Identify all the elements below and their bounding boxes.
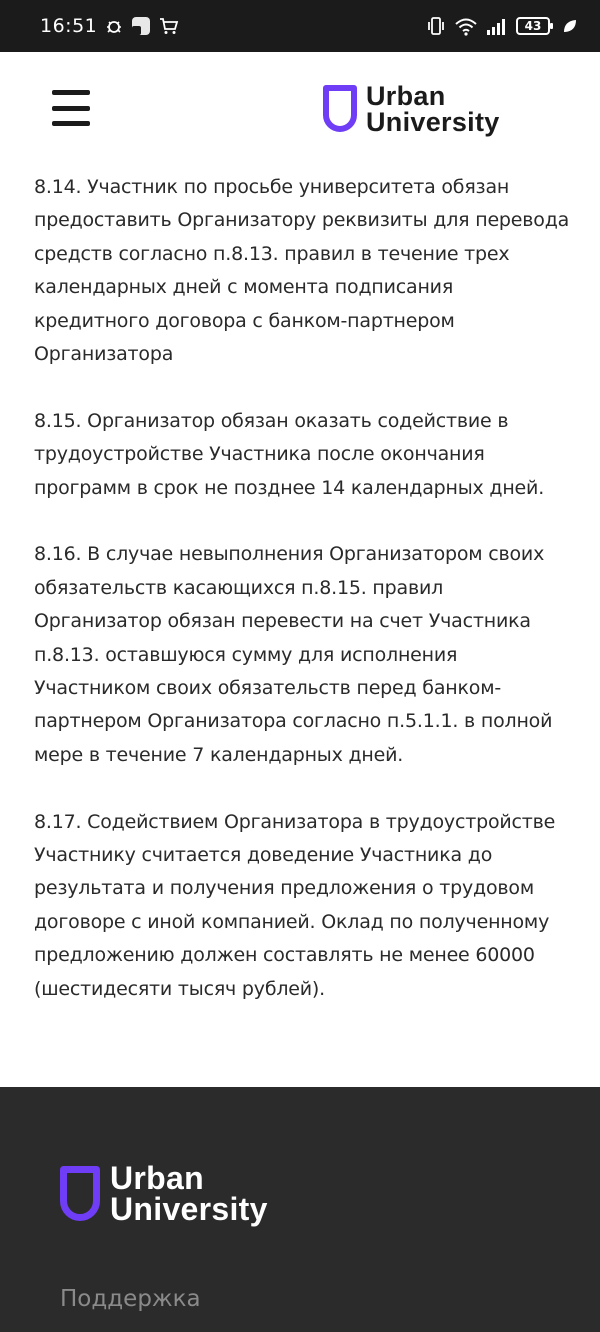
cart-icon bbox=[159, 17, 179, 35]
paragraph-8-17: 8.17. Содействием Организатора в трудоустройстве Участнику считается доведение Участника до результата и получения предложения о трудовом договоре с иной компанией. Оклад по полученному предложению должен составлять не менее 60000 (шестидесяти тысяч рублей). bbox=[34, 810, 556, 1000]
support-link[interactable]: Поддержка bbox=[60, 1286, 201, 1312]
status-bar bbox=[0, 0, 600, 52]
footer-logo-line-1: Urban bbox=[110, 1160, 204, 1196]
signal-icon bbox=[486, 17, 508, 35]
site-logo[interactable] bbox=[323, 83, 500, 136]
logo-mark-icon bbox=[323, 85, 357, 133]
vibrate-icon bbox=[426, 16, 446, 36]
footer-logo[interactable] bbox=[60, 1160, 268, 1228]
footer-logo-line-2: University bbox=[110, 1191, 268, 1228]
site-footer bbox=[0, 1087, 600, 1332]
status-time: 16:51 bbox=[40, 15, 98, 37]
paragraph-8-15: 8.15. Организатор обязан оказать содействие в трудоустройстве Участника после окончания программ в срок не позднее 14 календарных дней. bbox=[34, 409, 545, 499]
battery-icon: 43 bbox=[516, 17, 550, 35]
app-icon bbox=[131, 16, 151, 36]
paragraph-8-16: 8.16. В случае невыполнения Организатором своих обязательств касающихся п.8.15. правил Организатор обязан перевести на счет Участника п.8.13. оставшуюся сумму для исполнения Участником своих обязательств перед банком-партнером Организатора согласно п.5.1.1. в полной мере в течение 7 календарных дней. bbox=[34, 543, 553, 766]
paragraph-8-14: 8.14. Участник по просьбе университета обязан предоставить Организатору реквизиты для перевода средств согласно п.8.13. правил в течение трех календарных дней с момента подписания кредитного договора с банком-партнером Организатора bbox=[34, 176, 570, 366]
bug-icon bbox=[105, 17, 123, 35]
wifi-icon bbox=[454, 16, 478, 36]
logo-line-1: Urban bbox=[366, 81, 446, 111]
footer-logo-mark-icon bbox=[60, 1166, 100, 1222]
hamburger-menu-icon[interactable] bbox=[52, 90, 92, 126]
site-header bbox=[0, 52, 600, 167]
leaf-icon bbox=[562, 18, 578, 34]
logo-line-2: University bbox=[366, 107, 500, 138]
rules-text bbox=[34, 171, 574, 1040]
